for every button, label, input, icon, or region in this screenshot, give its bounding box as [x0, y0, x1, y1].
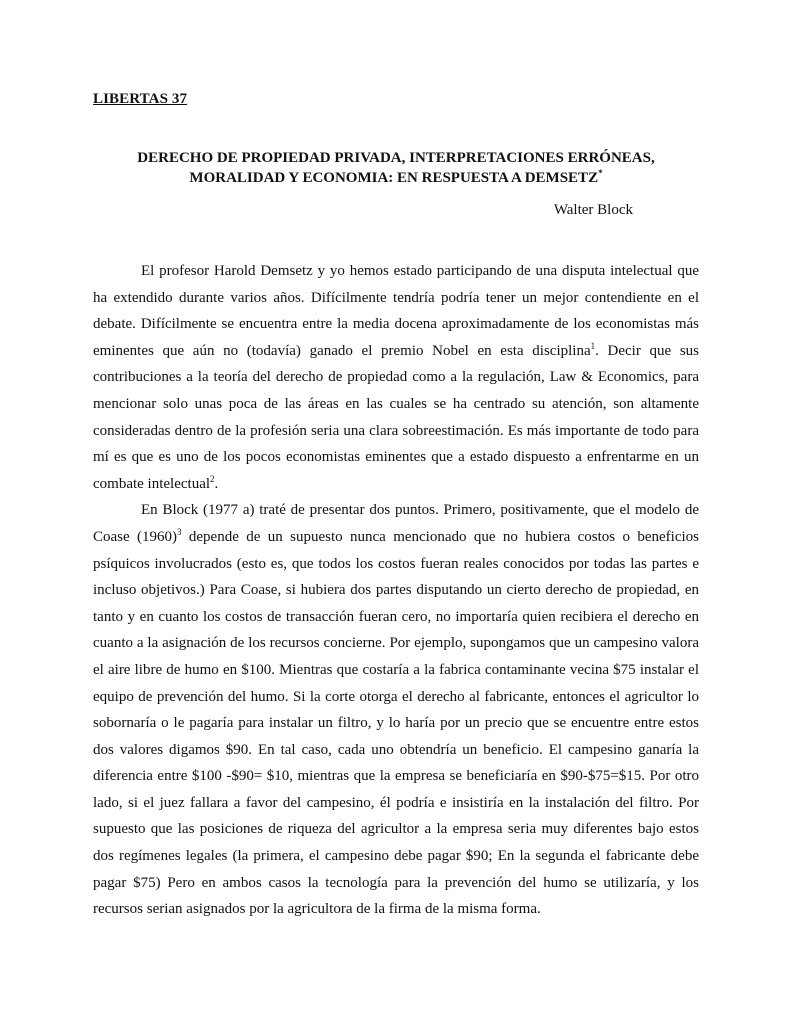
journal-label: LIBERTAS 37	[93, 91, 188, 107]
footnote-ref-1: 1	[590, 340, 596, 351]
title-footnote-marker: *	[598, 168, 603, 178]
paragraph-1	[93, 258, 699, 497]
paragraph-2-text-b: depende de un supuesto nunca mencionado que no hubiera costos o beneficios psíquicos involucrados (esto es, que todos los costos fueran reales conocidos por todas las partes e incluso objetivos.) Para Coase, si hubiera dos partes disputando un cierto derecho de propiedad, en tanto y en cuanto los costos de transacción fueran cero, no importaría quien recibiera el derecho en cuanto a la asignación de los recursos concierne. Por ejemplo, supongamos que un campesino valora el aire libre de humo en $100. Mientras que costaría a la fabrica contaminante vecina $75 instalar el equipo de prevención del humo. Si la corte otorga el derecho al fabricante, entonces el agricultor lo sobornaría o le pagaría para instalar un filtro, y lo haría por un precio que se encuentre entre estos dos valores digamos $90. En tal caso, cada uno obtendría un beneficio. El campesino ganaría la diferencia entre $100 -$90= $10, mientras que la empresa se beneficiaría en $90-$75=$15. Por otro lado, si el juez fallara a favor del campesino, él podría e insistiría en la instalación del filtro. Por supuesto que las posiciones de riqueza del agricultor a la empresa seria muy diferentes bajo estos dos regímenes legales (la primera, el campesino debe pagar $90; En la segunda el fabricante debe pagar $75) Pero en ambos casos la tecnología para la prevención del humo se utilizaría, y los recursos serian asignados por la agricultora de la firma de la misma forma.	[93, 528, 700, 918]
title-line-1: DERECHO DE PROPIEDAD PRIVADA, INTERPRETACIONES ERRÓNEAS,	[137, 150, 655, 166]
article-title	[90, 148, 702, 188]
paragraph-2	[93, 497, 699, 923]
paragraph-1-text-b: . Decir que sus contribuciones a la teoría del derecho de propiedad como a la regulación, Law & Economics, para mencionar solo unas poca de las áreas en las cuales se ha centrado su atención, son altamente consideradas dentro de la profesión seria una clara sobreestimación. Es más importante de todo para mí es que es uno de los pocos economistas eminentes que a estado dispuesto a enfrentarme en un combate intelectual	[93, 342, 699, 492]
paragraph-1-text-c: .	[214, 475, 219, 492]
footnote-ref-3: 3	[177, 526, 182, 537]
paragraph-2-text-a: En Block (1977 a) traté de presentar dos puntos. Primero, positivamente, que el modelo de Coase (1960)	[93, 502, 699, 545]
paragraph-1-text-a: El profesor Harold Demsetz y yo hemos estado participando de una disputa intelectual que ha extendido durante varios años. Difícilmente tendría podría tener un mejor contendiente en el debate. Difícilmente se encuentra entre la media docena aproximadamente de los economistas más eminentes que aún no (todavía) ganado el premio Nobel en esta disciplina	[93, 263, 699, 359]
author-name: Walter Block	[553, 202, 633, 218]
footnote-ref-2: 2	[210, 473, 215, 484]
article-body	[93, 258, 699, 923]
title-line-2: MORALIDAD Y ECONOMIA: EN RESPUESTA A DEMSETZ	[189, 170, 599, 186]
